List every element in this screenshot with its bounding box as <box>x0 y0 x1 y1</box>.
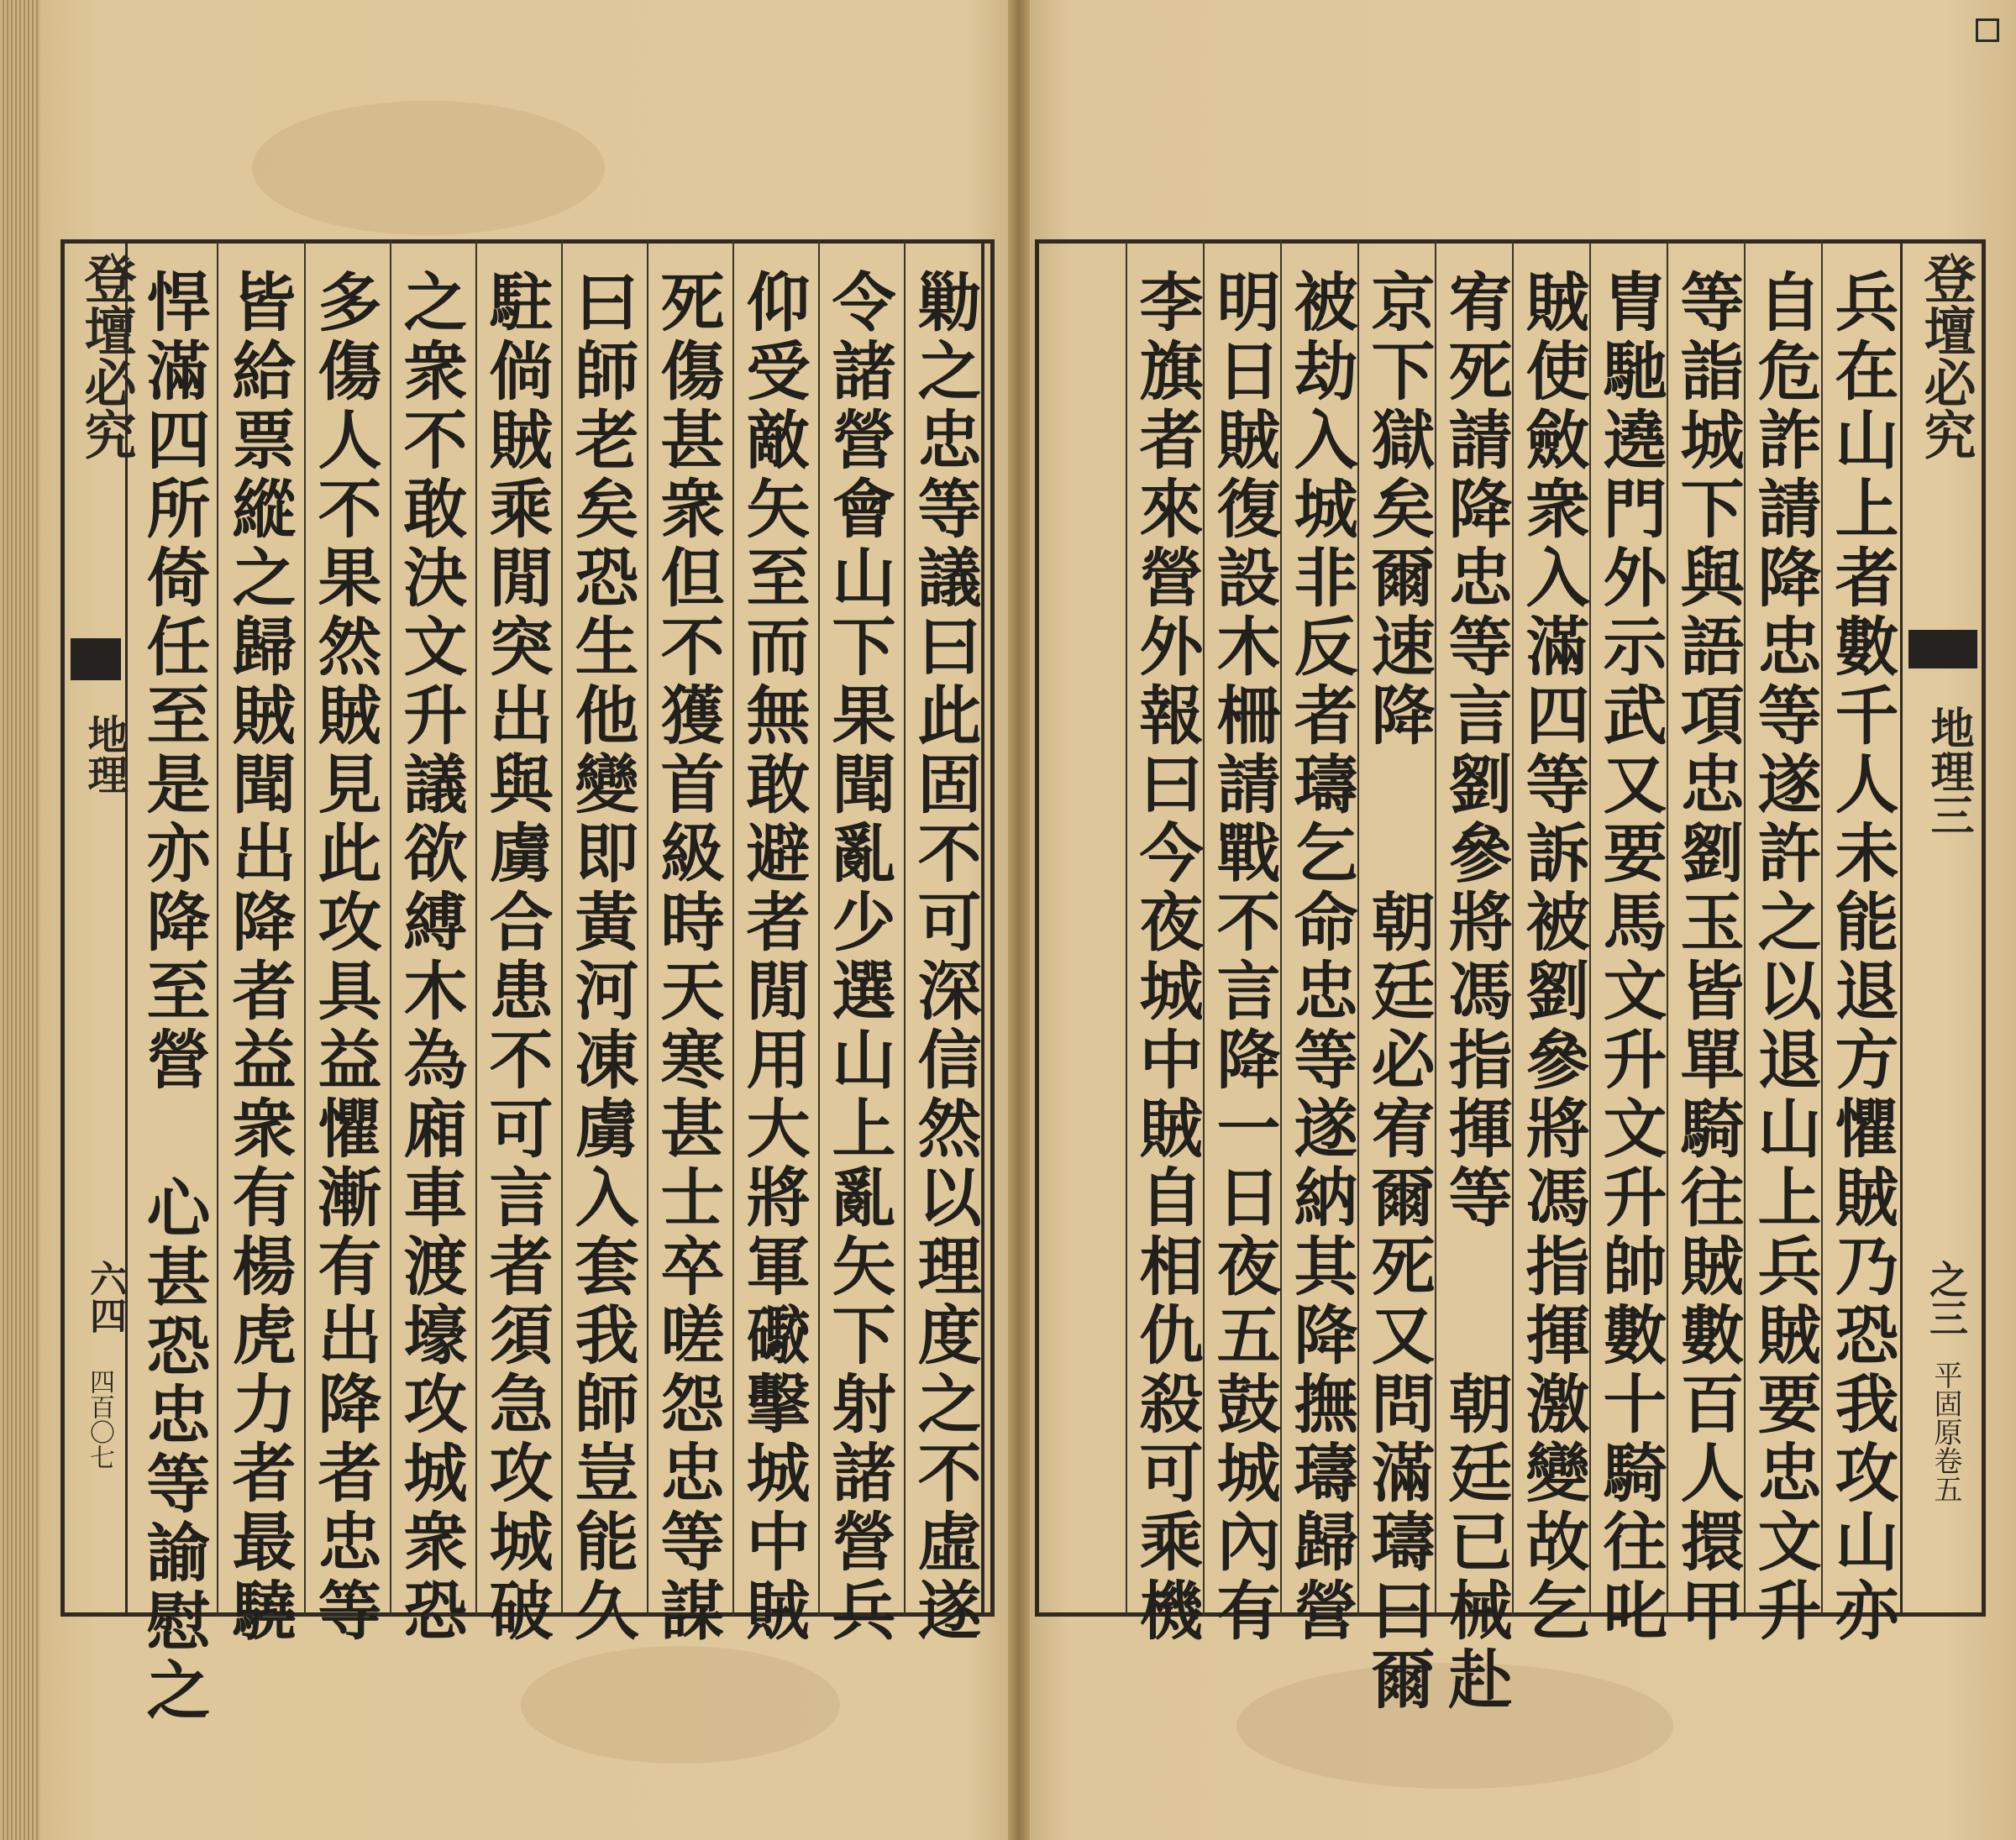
text-column: 之衆不敢決文升議欲縛木為廂車渡壕攻城衆恐 <box>393 269 468 1646</box>
left-margin-title: 登壇必究 <box>76 252 137 460</box>
left-margin-page: 六四 <box>83 1260 126 1334</box>
text-column: 等詣城下與語項忠劉玉皆單騎往賊數百人擐甲 <box>1670 269 1745 1646</box>
column-rule <box>1126 239 1127 1617</box>
column-rule <box>475 239 477 1617</box>
column-rule <box>818 239 820 1617</box>
column-rule <box>304 239 306 1617</box>
text-column: 李旗者來營外報曰今夜城中賊自相仇殺可乘機 <box>1129 269 1204 1646</box>
text-column: 曰師老矣恐生他變即黃河凍虜入套我師豈能久 <box>564 269 639 1646</box>
text-column: 胄馳遶門外示武又要馬文升文升帥數十騎往叱 <box>1593 269 1667 1646</box>
fish-tail-mark <box>1908 630 1977 668</box>
text-column: 賊使斂衆入滿四等訴被劉參將馮指揮激變故乞 <box>1515 269 1590 1646</box>
page-edge-stack <box>0 0 40 1840</box>
column-rule <box>904 239 906 1617</box>
book-gutter <box>1008 0 1030 1840</box>
text-column: 駐倘賊乘閒突出與虜合患不可言者須急攻城破 <box>479 269 554 1646</box>
scan-corner-marker <box>1976 18 1999 42</box>
fish-tail-mark <box>71 638 121 680</box>
paper-stain <box>252 101 605 235</box>
text-column: 皆給票縱之歸賊聞出降者益衆有楊虎力者最驍 <box>222 269 297 1646</box>
paper-stain <box>521 1646 840 1764</box>
text-column: 令諸營會山下果聞亂少選山上亂矢下射諸營兵 <box>822 269 896 1646</box>
column-rule <box>647 239 648 1617</box>
text-column: 兵在山上者數千人未能退方懼賊乃恐我攻山亦 <box>1824 269 1899 1646</box>
text-column: 死傷甚衆但不獲首級時天寒甚士卒嗟怨忠等謀 <box>650 269 725 1646</box>
column-rule <box>390 239 391 1617</box>
text-column: 宥死請降忠等言劉參將馮指揮等 朝廷已械赴 <box>1438 269 1513 1715</box>
column-rule <box>561 239 563 1617</box>
text-column: 勦之忠等議曰此固不可深信然以理度之不虛遂 <box>907 269 982 1646</box>
text-column: 多傷人不果然賊見此攻具益懼漸有出降者忠等 <box>307 269 382 1646</box>
column-rule <box>732 239 734 1617</box>
text-column: 悍滿四所倚任至是亦降至營 心甚恐忠等諭慰之 <box>136 269 211 1726</box>
text-column: 自危詐請降忠等遂許之以退山上兵賊要忠文升 <box>1747 269 1822 1646</box>
text-column: 京下獄矣爾速降 朝廷必宥爾死又問滿璹曰爾 <box>1361 269 1436 1715</box>
text-column: 被劫入城非反者璹乞命忠等遂納其降撫璹歸營 <box>1284 269 1358 1646</box>
right-margin-page: 之三 <box>1924 1260 1969 1337</box>
column-rule <box>217 239 218 1617</box>
left-margin-section: 地理 <box>81 714 128 794</box>
text-column: 仰受敵矢至而無敢避者閒用大將軍礮擊城中賊 <box>736 269 811 1646</box>
left-margin-number: 四百〇七 <box>85 1369 114 1470</box>
right-margin-title: 登壇必究 <box>1915 252 1977 460</box>
text-column: 明日賊復設木柵請戰不言降一日夜五鼓城內有 <box>1206 269 1281 1646</box>
right-margin-source: 平固原卷五 <box>1929 1360 1962 1503</box>
right-margin-section: 地理三 <box>1923 705 1974 836</box>
